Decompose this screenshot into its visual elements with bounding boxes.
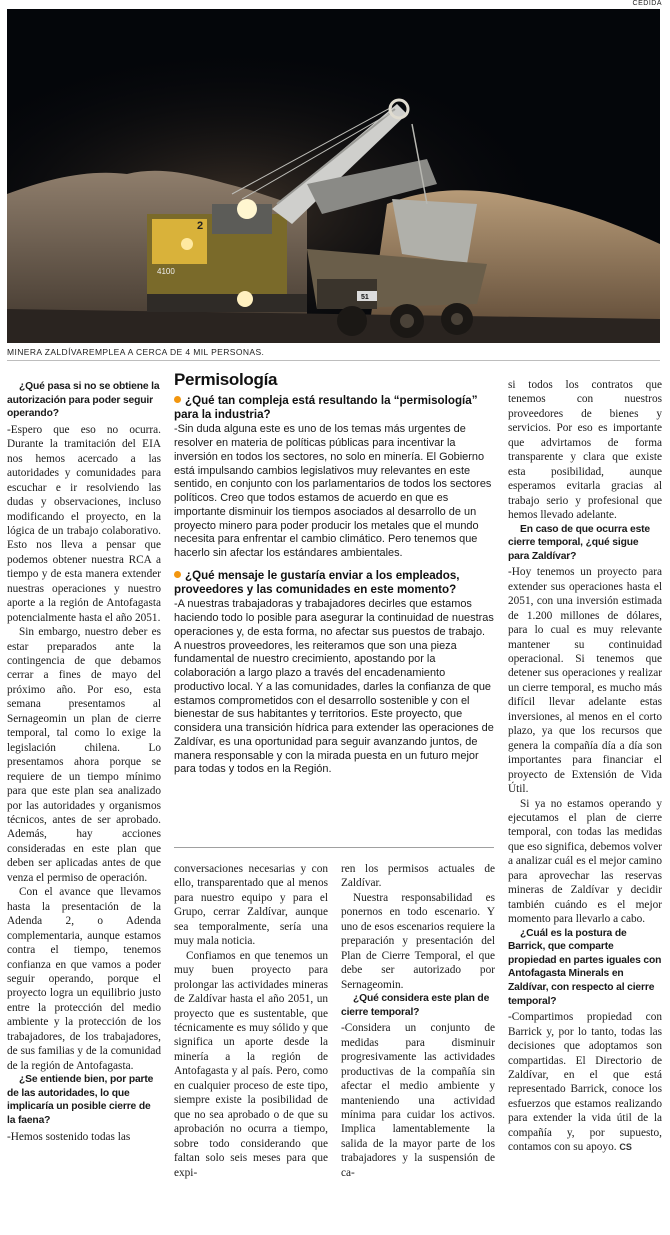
body-paragraph: -Hoy tenemos un proyecto para extender sus operaciones hasta el 2051, con una inversión estimada de 1.200 millones de dólares, para lo cual es muy relevante mantener su continuidad operacional. Si tenemos que detener sus operaciones y realizar un cierre temporal, es mucho más difícil llevar adelante estas inversiones, al menos en el corto plazo, ya que los recursos que genera la compañía día a día son importantes para financiar el proyecto de Extensión de Vida Útil. — [508, 566, 662, 796]
shovel-number-label: 2 — [197, 220, 204, 232]
column-2b — [341, 862, 495, 1180]
interview-question: En caso de que ocurra este cierre temporal, ¿qué sigue para Zaldívar? — [508, 523, 651, 562]
mining-shovel-photo — [7, 9, 660, 343]
body-paragraph: Si ya no estamos operando y ejecutamos el plan de cierre temporal, con todas las medidas que eso significa, debemos volver a analizar cuál es el mejor camino para aprovechar las reservas mineras de Zaldívar y decidir también cuándo es el mejor momento para llevarlo a cabo. — [508, 797, 662, 926]
truck-number-label: 51 — [361, 294, 369, 301]
body-paragraph: -Hemos sostenido todas las — [7, 1130, 131, 1143]
bullet-dot-icon — [174, 396, 181, 403]
caption-divider — [7, 360, 660, 361]
column-3 — [508, 378, 662, 1155]
bullet-dot-icon — [174, 571, 181, 578]
body-paragraph: -Espero que eso no ocurra. Durante la tramitación del EIA nos hemos acercado a las autoridades y comunidades para escuchar e ir resolviendo las dudas y observaciones, incluso modificando el proyecto, en la lógica de un trabajo colaborativo. Esto nos lleva a pensar que podemos obtener nuestra RCA a tiempo y de esta manera extender nuestras operaciones y nuestro aporte a la región de Antofagasta potencialmente hasta el año 2051. — [7, 423, 161, 624]
body-paragraph: si todos los contratos que tenemos con nuestros proveedores de bienes y servicios. Por eso es importante que advirtamos de forma transparente y clara que existe esta posibilidad, aunque esperamos evitarla gracias al trabajo serio y profesional que hemos llevado adelante. — [508, 379, 662, 522]
box-answer-2: -A nuestras trabajadoras y trabajadores decirles que estamos haciendo todo lo posible para asegurar la continuidad de nuestras operaciones y, de esta forma, no afectar sus puestos de trabajo. A nuestros proveedores, les reiteramos que son una pieza fundamental de nuestro crecimiento, apostando por la colaboración a largo plazo a través del encadenamiento productivo local. Y a las comunidades, darles la confianza de que estamos comprometidos con el desarrollo sostenible y con el bienestar de sus habitantes y territorios. Este proyecto, que considera una transición hídrica para extender las operaciones de Zaldívar, es una oportunidad para seguir avanzando juntos, de manera responsable y con la mirada puesta en un futuro mejor para todas y todos en la Región. — [174, 598, 494, 776]
body-paragraph: -Compartimos propiedad con Barrick y, por lo tanto, todas las decisiones que adoptamos son compartidas. El Directorio de Zaldívar, en el que está representado Barrick, conoce los esfuerzos que estamos realizando para extender la vida útil de la compañía y, por supuesto, contamos con su apoyo. CS — [508, 1011, 662, 1154]
body-paragraph: conversaciones necesarias y con ello, transparentado que al menos para nuestro equipo y para el Grupo, cerrar Zaldívar, aunque sea temporalmente, sería una muy mala noticia. — [174, 863, 328, 948]
photo-credit: CEDIDA — [632, 0, 662, 7]
box-question-1 — [174, 394, 494, 422]
body-paragraph: Confiamos en que tenemos un muy buen proyecto para prolongar las actividades mineras de Zaldívar hasta el año 2051, un proyecto que es sustentable, que técnicamente es muy sólido y que significa un aporte desde la minería a la región de Antofagasta y al país. Pero, como en cualquier proceso de este tipo, siempre existe la posibilidad de que no sea aprobado o de que su aprobación no ocurra a tiempo, sobre todo considerando que faltan solo seis meses para que expi- — [174, 949, 328, 1179]
column-2a — [174, 862, 328, 1180]
body-paragraph: -Considera un conjunto de medidas para disminuir progresivamente las actividades productivas de la compañía sin afectar el medio ambiente y manteniendo una actividad mínima para cuidar los activos. Implica lamentablemente la salida de la mayor parte de los trabajadores y la suspensión de ca- — [341, 1022, 495, 1179]
interview-question: ¿Qué pasa si no se obtiene la autorización para poder seguir operando? — [7, 381, 160, 420]
box-question-1-text: ¿Qué tan compleja está resultando la “permisología” para la industria? — [174, 394, 478, 422]
body-paragraph: Nuestra responsabilidad es ponernos en todo escenario. Y uno de esos escenarios requiere la preparación y presentación del Plan de Cierre Temporal, el que debe ser autorizado por Sernageomin. — [341, 891, 495, 991]
box-title: Permisología — [174, 370, 278, 389]
box-question-2 — [174, 569, 494, 597]
interview-question: ¿Se entiende bien, por parte de las autoridades, lo que implicaría un posible cierre de la faena? — [7, 1074, 154, 1126]
permisologia-box — [174, 370, 494, 848]
interview-question: ¿Cuál es la postura de Barrick, que comparte propiedad en partes iguales con Antofagasta Minerals en Zaldívar, con respecto al cierre temporal? — [508, 927, 662, 1007]
box-question-2-text: ¿Qué mensaje le gustaría enviar a los empleados, proveedores y las comunidades en este momento? — [174, 568, 460, 597]
end-of-article-mark: CS — [619, 1142, 632, 1153]
body-paragraph: Sin embargo, nuestro deber es estar preparados ante la contingencia de que debamos cerrar a fines de mayo del próximo año. Por eso, esta semana presentamos al Sernageomin un plan de cierre temporal, tal como lo exige la legislación chilena. Lo presentamos ahora porque se requiere de un tiempo mínimo para que este plan sea analizado por las autoridades y organismos técnicos, antes de ser aprobado. Además, hay acciones consideradas en este plan que deben ser aplicadas antes de que venza el permiso de operación. — [7, 626, 161, 884]
column-1 — [7, 380, 161, 1144]
interview-question: ¿Qué considera este plan de cierre temporal? — [341, 993, 490, 1018]
shovel-model-label: 4100 — [157, 267, 175, 276]
body-paragraph: Con el avance que llevamos hasta la presentación de la Adenda 2, o Adenda complementaria, aunque estamos contra el tiempo, tenemos confianza en que vamos a poder seguir operando, porque el proyecto logra un equilibrio justo entre la protección del medio ambiente y la protección de los trabajadores, de los trabajadores, de sus familias y de la comunidad de la región de Antofagasta. — [7, 886, 161, 1072]
body-paragraph: ren los permisos actuales de Zaldívar. — [341, 863, 495, 890]
box-answer-1: -Sin duda alguna este es uno de los temas más urgentes de resolver en materia de políticas públicas para incentivar la inversión en todos los sectores, no solo en minería. El Gobierno está impulsando cambios legislativos muy relevantes en este sentido, en conjunto con los parlamentarios de todos los sectores políticos. Creo que todos estamos de acuerdo en que es importante disminuir los tiempos asociados al desarrollo de un proyecto minero para poder producir los metales que el mundo necesita para enfrentar el cambio climático. Pero tenemos que hacerlo sin afectar los estándares ambientales. — [174, 423, 492, 560]
photo-illustration — [7, 9, 660, 343]
photo-caption: MINERA ZALDÍVAREMPLEA A CERCA DE 4 MIL PERSONAS. — [7, 347, 265, 357]
